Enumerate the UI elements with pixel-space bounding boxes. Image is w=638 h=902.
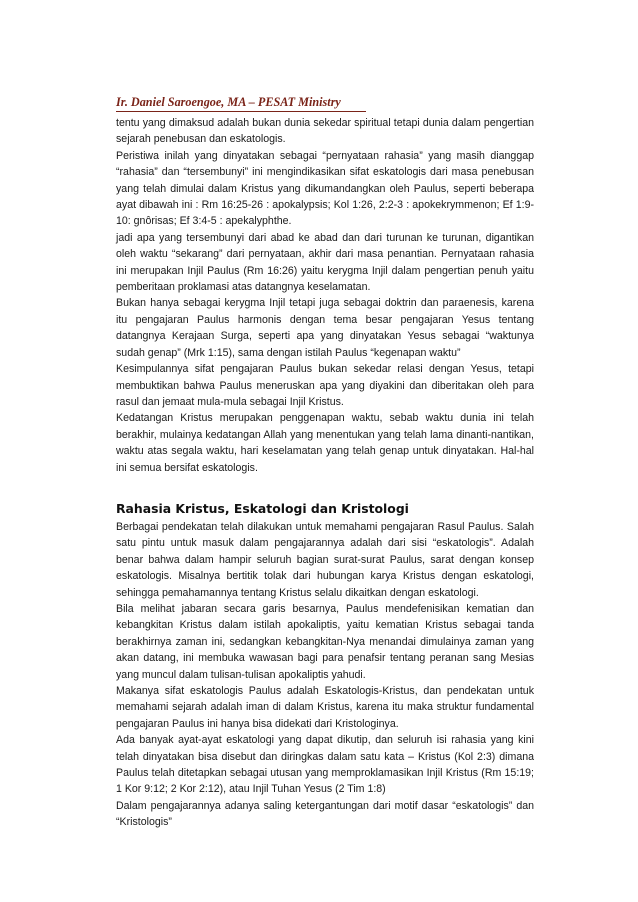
intro-paragraph-2: Peristiwa inilah yang dinyatakan sebagai “pernyataan rahasia” yang masih dianggap “rahasia” dan “tersembunyi” ini mengindikasikan sifat eskatologis dari masa penebusan yang telah dimulai dalam Kristus yang dikumandangkan oleh Paulus, seperti beberapa ayat dibawah ini : Rm 16:25-26 : apokalypsis; Kol 1:26, 2:2-3 : apokekrymmenon; Ef 1:9-10: gnôrisas; Ef 3:4-5 : apekalyphthe. xyxy=(116,149,534,228)
intro-paragraph-5: Kesimpulannya sifat pengajaran Paulus bukan sekedar relasi dengan Yesus, tetapi membuktikan bahwa Paulus meneruskan apa yang diyakini dan diberitakan oleh para rasul dan jemaat mula-mula sebagai Injil Kristus. xyxy=(116,363,534,408)
header-underline xyxy=(116,111,366,112)
section-paragraph-5: Dalam pengajarannya adanya saling ketergantungan dari motif dasar “eskatologis” dan “Kristologis” xyxy=(116,799,534,829)
section-heading: Rahasia Kristus, Eskatologi dan Kristologi xyxy=(116,500,409,516)
author-header: Ir. Daniel Saroengoe, MA – PESAT Ministry xyxy=(116,95,341,109)
section-paragraph-2: Bila melihat jabaran secara garis besarnya, Paulus mendefenisikan kematian dan kebangkitan Kristus dalam istilah apokaliptis, yaitu kematian Kristus sebagai tanda berakhirnya zaman ini, sedangkan kebangkitan-Nya menandai dimulainya zaman yang akan datang, ini membuka wawasan bagi para penafsir tentang peranan sang Mesias yang muncul dalam tulisan-tulisan apokaliptis yahudi. xyxy=(116,602,534,681)
intro-paragraph-1: tentu yang dimaksud adalah bukan dunia sekedar spiritual tetapi dunia dalam pengertian sejarah penebusan dan eskatologis. xyxy=(116,117,534,146)
section-paragraph-1: Berbagai pendekatan telah dilakukan untuk memahami pengajaran Rasul Paulus. Salah satu pintu untuk masuk dalam pengajarannya adalah dari sisi “eskatologis”. Adalah benar bahwa dalam hampir seluruh bagian surat-surat Paulus, sarat dengan konsep eskatologis. Misalnya bertitik tolak dari hubungan karya Kristus dengan eskatologi, sehingga pemahamannya tentang Kristus selalu dikaitkan dengan eskatologi. xyxy=(116,520,534,599)
document-page xyxy=(116,94,534,831)
section-paragraph-3: Makanya sifat eskatologis Paulus adalah Eskatologis-Kristus, dan pendekatan untuk memahami sejarah adalah iman di dalam Kristus, karena itu maka struktur fundamental pengajaran Paulus ini hanya bisa didekati dari Kristologinya. xyxy=(116,685,534,730)
section-paragraph-4: Ada banyak ayat-ayat eskatologi yang dapat dikutip, dan seluruh isi rahasia yang kini telah dinyatakan bisa disebut dan diringkas dalam satu kata – Kristus (Kol 2:3) dimana Paulus telah ditetapkan sebagai utusan yang memproklamasikan Injil Kristus (Rm 15:19; 1 Kor 9:12; 2 Kor 2:12), atau Injil Tuhan Yesus (2 Tim 1:8) xyxy=(116,734,534,796)
intro-paragraph-4: Bukan hanya sebagai kerygma Injil tetapi juga sebagai doktrin dan paraenesis, karena itu pengajaran Paulus harmonis dengan tema besar pengajaran Yesus tentang datangnya Kerajaan Surga, seperti apa yang dinyatakan Yesus sebagai “waktunya sudah genap” (Mrk 1:15), sama dengan istilah Paulus “kegenapan waktu” xyxy=(116,297,534,359)
intro-paragraph-6: Kedatangan Kristus merupakan penggenapan waktu, sebab waktu dunia ini telah berakhir, mulainya kedatangan Allah yang menentukan yang telah lama dinanti-nantikan, waktu atas segala waktu, hari keselamatan yang telah genap untuk dinyatakan. Hal-hal ini semua bersifat eskatologis. xyxy=(116,412,534,474)
intro-paragraph-3: jadi apa yang tersembunyi dari abad ke abad dan dari turunan ke turunan, digantikan oleh waktu “sekarang” dari pernyataan, akhir dari masa penantian. Pernyataan rahasia ini merupakan Injil Paulus (Rm 16:26) yaitu kerygma Injil dalam pengertian penuh yaitu pemberitaan proklamasi atas datangnya keselamatan. xyxy=(116,231,534,294)
